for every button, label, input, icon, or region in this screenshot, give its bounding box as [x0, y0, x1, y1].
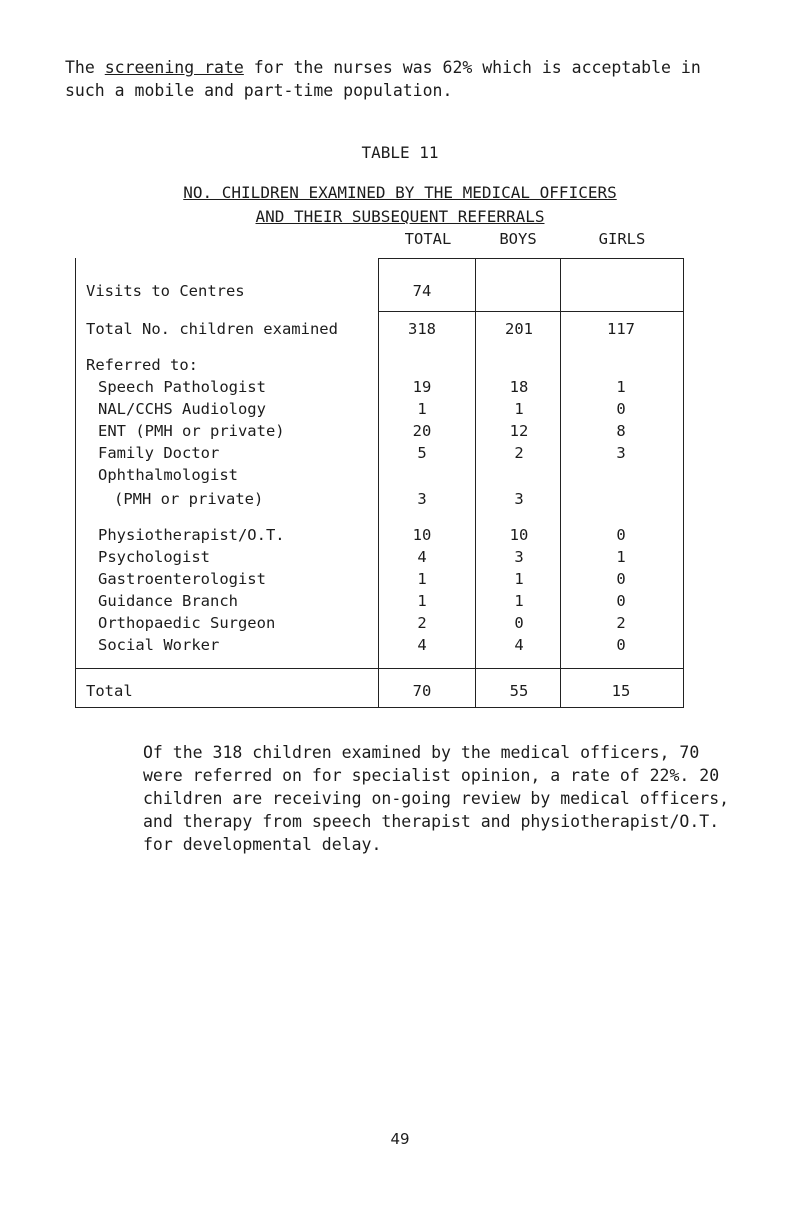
row-label: Ophthalmologist [98, 466, 238, 484]
intro-paragraph [65, 56, 701, 102]
cell-boys: 1 [514, 592, 524, 610]
cell-total: 20 [412, 422, 432, 440]
cell-girls: 2 [616, 614, 626, 632]
column-header-total: TOTAL [404, 230, 452, 248]
intro-line-1 [65, 56, 701, 79]
page-number: 49 [390, 1130, 410, 1148]
table-divider-boys [475, 258, 476, 708]
row-label: Total No. children examined [86, 320, 338, 338]
column-header-boys: BOYS [499, 230, 537, 248]
table-right-border [683, 258, 684, 708]
total-row-total: 70 [412, 682, 432, 700]
row-label: NAL/CCHS Audiology [98, 400, 266, 418]
intro-underlined-phrase: screening rate [104, 58, 244, 77]
row-label: Visits to Centres [86, 282, 245, 300]
cell-girls: 8 [616, 422, 626, 440]
cell-boys: 2 [514, 444, 524, 462]
table-title-line-2: AND THEIR SUBSEQUENT REFERRALS [255, 207, 545, 226]
cell-total: 5 [417, 444, 427, 462]
cell-total: 318 [408, 320, 436, 338]
cell-total: 4 [417, 636, 427, 654]
cell-total: 10 [412, 526, 432, 544]
cell-girls: 0 [616, 636, 626, 654]
cell-boys: 12 [509, 422, 529, 440]
row-label: Physiotherapist/O.T. [98, 526, 285, 544]
closing-paragraph: Of the 318 children examined by the medical officers, 70 were referred on for specialist opinion, a rate of 22%. 20 children are receiving on-going review by medical officers, and therapy from speech therapist and physiotherapist/O.T. for developmental delay. [143, 743, 730, 854]
row-label: Family Doctor [98, 444, 220, 462]
row-label: (PMH or private) [114, 490, 264, 508]
table-caption: TABLE 11 [361, 143, 439, 162]
row-label: Referred to: [86, 356, 198, 374]
cell-total: 4 [417, 548, 427, 566]
cell-boys: 3 [514, 548, 524, 566]
cell-girls: 0 [616, 592, 626, 610]
row-label: Speech Pathologist [98, 378, 266, 396]
row-label: Gastroenterologist [98, 570, 266, 588]
cell-total: 1 [417, 400, 427, 418]
total-row-label: Total [86, 682, 133, 700]
total-row-boys: 55 [509, 682, 529, 700]
table-header-bottom-border [378, 311, 684, 312]
table-total-top-border [75, 668, 684, 669]
row-label: Orthopaedic Surgeon [98, 614, 276, 632]
intro-line-2: such a mobile and part-time population. [65, 81, 453, 100]
total-row-girls: 15 [611, 682, 631, 700]
cell-total: 74 [412, 282, 432, 300]
row-label: ENT (PMH or private) [98, 422, 285, 440]
table-header-top-border [378, 258, 684, 259]
intro-line-1-start: The [65, 58, 105, 77]
cell-total: 3 [417, 490, 427, 508]
cell-total: 1 [417, 592, 427, 610]
cell-total: 1 [417, 570, 427, 588]
row-label: Guidance Branch [98, 592, 238, 610]
row-label: Psychologist [98, 548, 210, 566]
cell-boys: 10 [509, 526, 529, 544]
cell-total: 2 [417, 614, 427, 632]
table-bottom-border [75, 707, 684, 708]
cell-girls: 0 [616, 526, 626, 544]
table-title-line-1: NO. CHILDREN EXAMINED BY THE MEDICAL OFFICERS [183, 183, 617, 202]
cell-girls: 1 [616, 378, 626, 396]
table-divider-total [378, 258, 379, 708]
row-label: Social Worker [98, 636, 220, 654]
table-left-border [75, 258, 76, 708]
table-divider-girls [560, 258, 561, 708]
cell-girls: 0 [616, 400, 626, 418]
cell-boys: 0 [514, 614, 524, 632]
cell-girls: 3 [616, 444, 626, 462]
cell-total: 19 [412, 378, 432, 396]
column-header-girls: GIRLS [598, 230, 646, 248]
cell-boys: 201 [505, 320, 533, 338]
cell-girls: 0 [616, 570, 626, 588]
cell-boys: 1 [514, 400, 524, 418]
cell-boys: 4 [514, 636, 524, 654]
cell-boys: 18 [509, 378, 529, 396]
cell-boys: 3 [514, 490, 524, 508]
intro-line-1-end: for the nurses was 62% which is acceptable in [243, 58, 701, 77]
cell-boys: 1 [514, 570, 524, 588]
cell-girls: 117 [607, 320, 635, 338]
cell-girls: 1 [616, 548, 626, 566]
